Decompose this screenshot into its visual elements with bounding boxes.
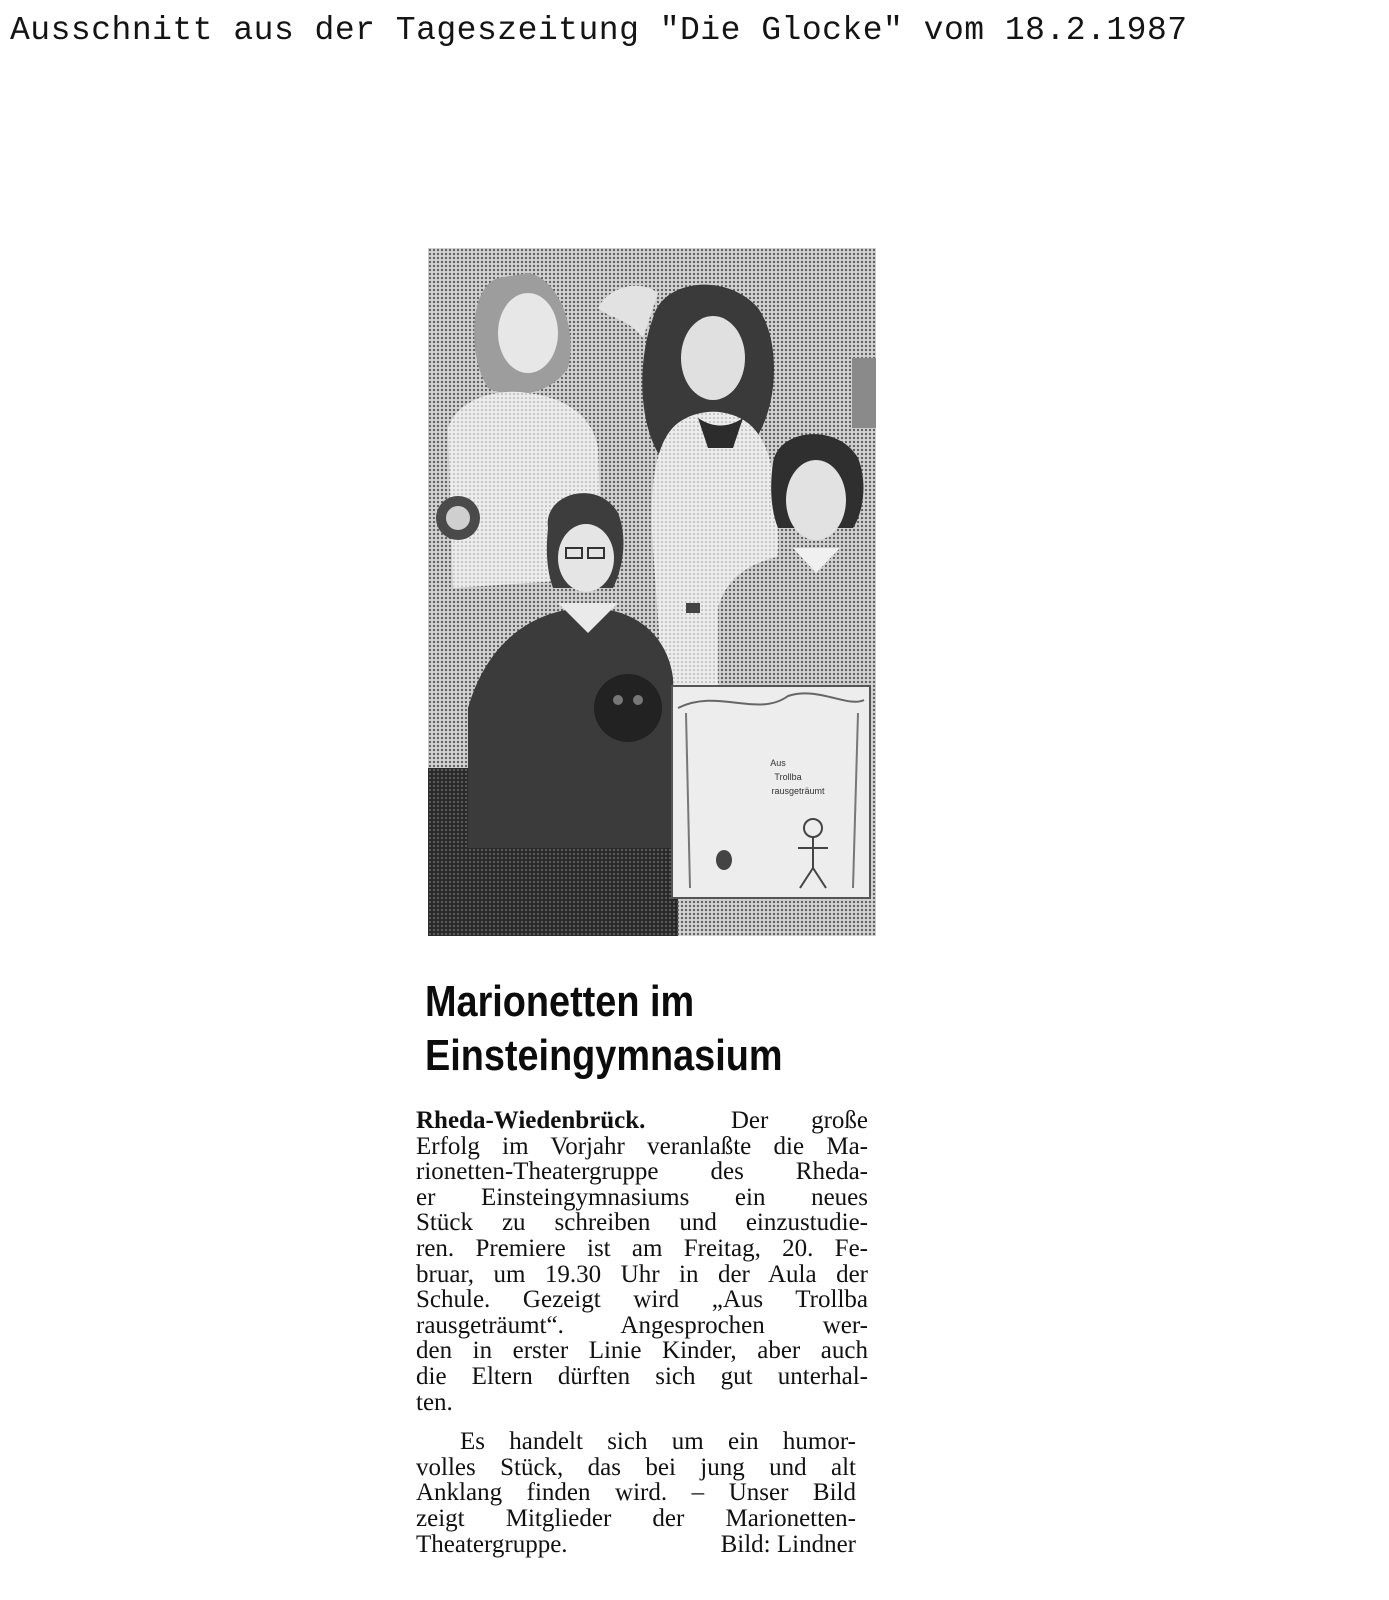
- clipping-source-note: Ausschnitt aus der Tageszeitung "Die Glocke" vom 18.2.1987: [10, 12, 1188, 49]
- poster-text-2: Trollba: [774, 772, 802, 782]
- drawn-poster: [672, 686, 870, 898]
- article-headline: [425, 975, 782, 1083]
- article-first-line: [416, 1108, 868, 1134]
- article-line: Stück zu schreiben und einzustudie-: [416, 1209, 868, 1237]
- article-line: zeigt Mitglieder der Marionetten-: [416, 1504, 856, 1532]
- article-dateline: Rheda-Wiedenbrück.: [416, 1107, 646, 1134]
- article-body: [416, 1108, 868, 1557]
- article-line: volles Stück, das bei jung und alt: [416, 1453, 856, 1481]
- headline-line-2: Einsteingymnasium: [425, 1031, 783, 1080]
- headline-line-1: Marionetten im: [425, 977, 695, 1026]
- article-line: rionetten-Theatergruppe des Rheda-: [416, 1158, 868, 1186]
- article-closing-line: [416, 1532, 856, 1558]
- poster-text-3: rausgeträumt: [771, 786, 825, 796]
- article-line: bruar, um 19.30 Uhr in der Aula der: [416, 1260, 868, 1288]
- article-line: Theatergruppe.: [416, 1530, 568, 1558]
- photo-credit: Bild: Lindner: [720, 1530, 856, 1558]
- article-line: Erfolg im Vorjahr veranlaßte die Ma-: [416, 1132, 868, 1160]
- article-line: ten.: [416, 1388, 453, 1416]
- group-photo: [428, 248, 876, 936]
- article-line: Der große: [730, 1107, 868, 1134]
- article-line: den in erster Linie Kinder, aber auch: [416, 1337, 868, 1365]
- article-line: Schule. Gezeigt wird „Aus Trollba: [416, 1286, 868, 1314]
- article-paragraph-2: [416, 1429, 856, 1557]
- article-line: rausgeträumt“. Angesprochen wer-: [416, 1311, 868, 1339]
- article-line: ren. Premiere ist am Freitag, 20. Fe-: [416, 1234, 868, 1262]
- article-line: Es handelt sich um ein humor-: [460, 1428, 856, 1456]
- article-line: Anklang finden wird. – Unser Bild: [416, 1479, 856, 1507]
- poster-text-1: Aus: [770, 758, 786, 768]
- article-line: die Eltern dürften sich gut unterhal-: [416, 1362, 868, 1390]
- article-line: er Einsteingymnasiums ein neues: [416, 1183, 868, 1211]
